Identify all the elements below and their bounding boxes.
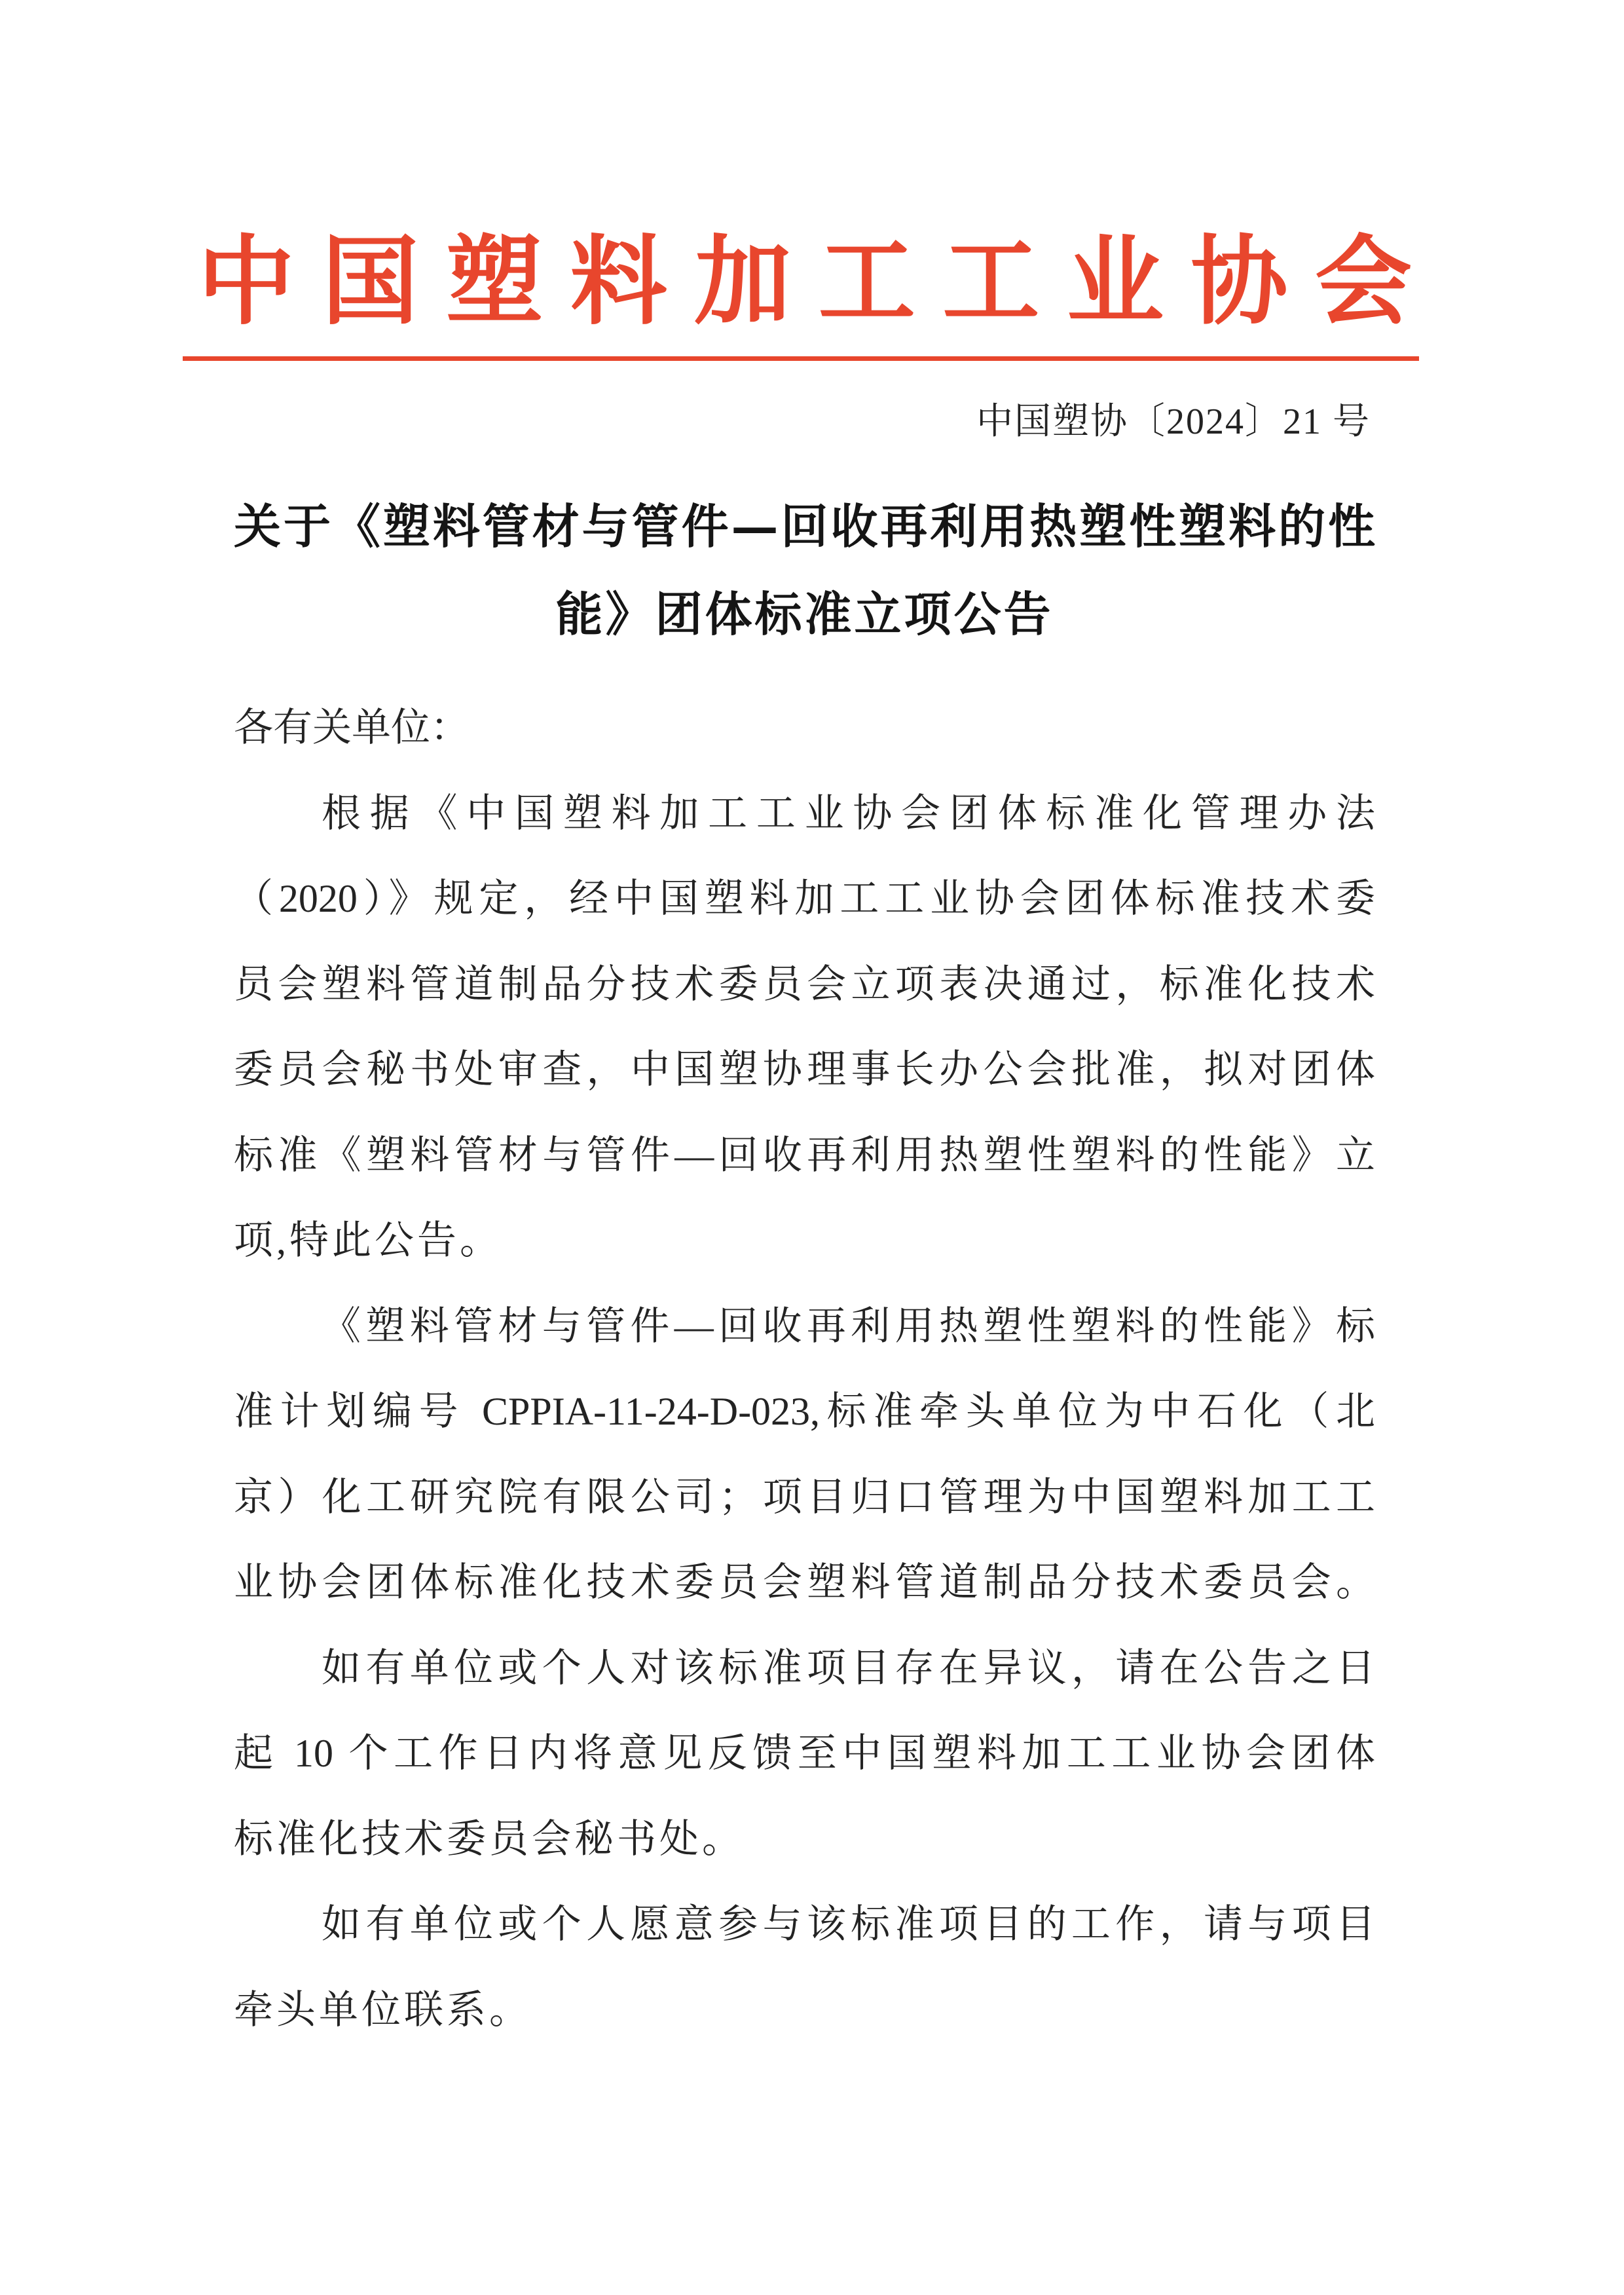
paragraph-line: 牵头单位联系。 xyxy=(234,1988,532,2032)
paragraph-line: 根据《中国塑料加工工业协会团体标准化管理办法 xyxy=(322,791,1375,835)
paragraph-line: 业协会团体标准化技术委员会塑料管道制品分技术委员会。 xyxy=(234,1561,1375,1604)
paragraph-line: 京）化工研究院有限公司；项目归口管理为中国塑料加工工 xyxy=(234,1475,1375,1519)
announcement-body xyxy=(234,685,1375,2053)
paragraph-line: 起 10 个工作日内将意见反馈至中国塑料加工工业协会团体 xyxy=(234,1732,1375,1775)
title-line: 能》团体标准立项公告 xyxy=(555,586,1054,642)
paragraph-objection xyxy=(234,1626,1375,1882)
organization-name: 中国塑料加工工业协会 xyxy=(198,224,1412,338)
paragraph-line: 项,特此公告。 xyxy=(234,1219,502,1262)
paragraph-line: 标准《塑料管材与管件—回收再利用热塑性塑料的性能》立 xyxy=(234,1133,1375,1177)
paragraph-line: 如有单位或个人对该标准项目存在异议，请在公告之日 xyxy=(322,1646,1375,1690)
announcement-title xyxy=(234,483,1375,658)
paragraph-approval xyxy=(234,771,1375,1284)
header-rule xyxy=(183,356,1419,361)
paragraph-line: 标准化技术委员会秘书处。 xyxy=(234,1817,745,1861)
document-number: 中国塑协〔2024〕21 号 xyxy=(976,401,1371,442)
paragraph-line: 委员会秘书处审查，中国塑协理事长办公会批准，拟对团体 xyxy=(234,1048,1375,1091)
paragraph-line: 如有单位或个人愿意参与该标准项目的工作，请与项目 xyxy=(322,1903,1375,1946)
paragraph-line: 员会塑料管道制品分技术委员会立项表决通过，标准化技术 xyxy=(234,962,1375,1006)
salutation: 各有关单位： xyxy=(234,706,470,749)
paragraph-line: （2020）》规定，经中国塑料加工工业协会团体标准技术委 xyxy=(234,877,1375,920)
title-line: 关于《塑料管材与管件—回收再利用热塑性塑料的性 xyxy=(234,498,1375,554)
paragraph-line: 《塑料管材与管件—回收再利用热塑性塑料的性能》标 xyxy=(322,1304,1375,1348)
paragraph-participation xyxy=(234,1882,1375,2053)
paragraph-line: 准计划编号 CPPIA-11-24-D-023,标准牵头单位为中石化（北 xyxy=(234,1390,1375,1433)
paragraph-plan-details xyxy=(234,1284,1375,1626)
